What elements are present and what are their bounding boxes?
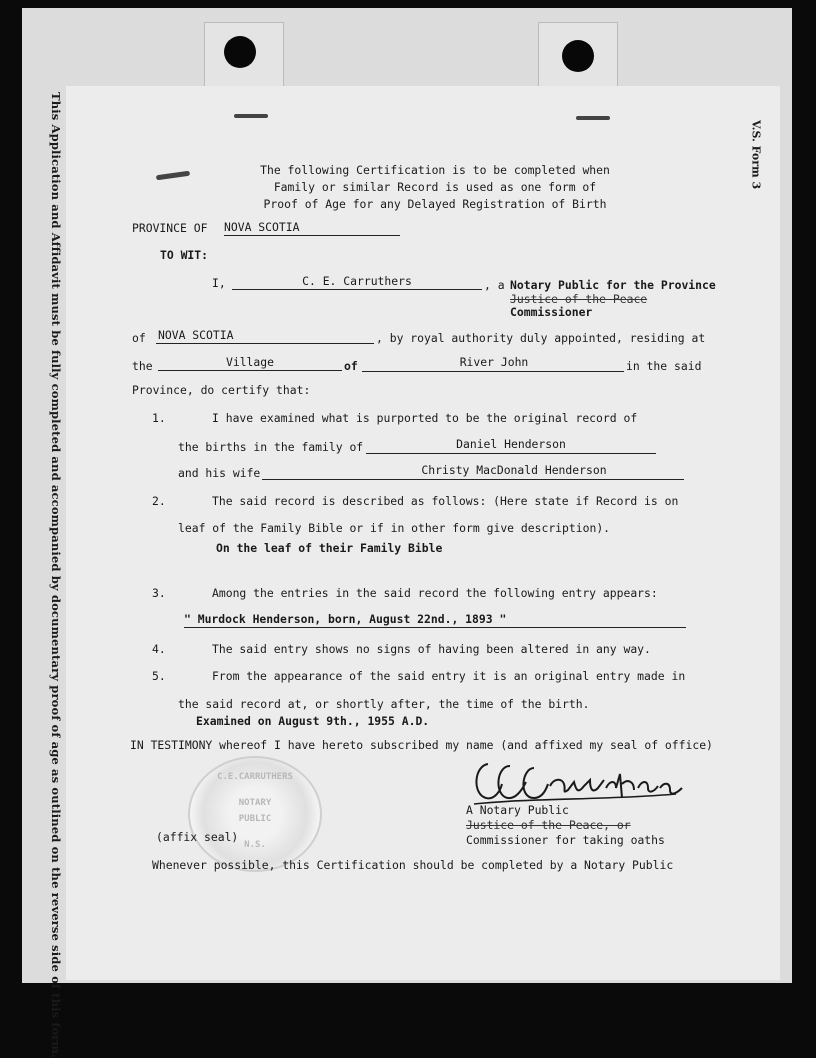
embossed-seal: C.E.CARRUTHERS NOTARY PUBLIC N.S.	[188, 756, 322, 872]
header-line-1: The following Certification is to be completed when	[260, 163, 610, 177]
declarant-title-line-3: Commissioner	[510, 305, 593, 319]
item-1-number: 1.	[152, 411, 166, 425]
signer-title-3: Commissioner for taking oaths	[466, 833, 665, 847]
locality-type: Village	[225, 355, 274, 369]
locality-type-underline	[158, 370, 342, 371]
testimony-text: IN TESTIMONY whereof I have hereto subscribed my name (and affixed my seal of office)	[130, 738, 713, 752]
province-value: NOVA SCOTIA	[224, 220, 300, 234]
mother-underline	[262, 479, 684, 480]
place-tail: in the said	[626, 359, 702, 373]
certify-text: Province, do certify that:	[132, 383, 311, 397]
declarant-prefix: I,	[212, 276, 226, 290]
header-line-2: Family or similar Record is used as one form of	[273, 180, 597, 194]
item-5-text-2: the said record at, or shortly after, the time of the birth.	[178, 697, 590, 711]
province-underline	[224, 235, 400, 236]
signature	[470, 754, 690, 810]
birth-entry-underline	[184, 627, 686, 628]
father-name: Daniel Henderson	[456, 437, 566, 451]
svg-text:C.E.Carruthers: C.E.Carruthers	[470, 754, 479, 755]
item-5-number: 5.	[152, 669, 166, 683]
item-1-text: I have examined what is purported to be the original record of	[212, 411, 638, 425]
birth-entry: " Murdock Henderson, born, August 22nd., 1893 "	[184, 612, 507, 626]
declarant-name: C. E. Carruthers	[302, 274, 412, 288]
item-3-text: Among the entries in the said record the following entry appears:	[212, 586, 658, 600]
wife-label: and his wife	[178, 466, 261, 480]
item-2-text: The said record is described as follows: (Here state if Record is on	[212, 494, 679, 508]
item-1-family-label: the births in the family of	[178, 440, 364, 454]
examined-date: Examined on August 9th., 1955 A.D.	[196, 714, 430, 728]
item-4-number: 4.	[152, 642, 166, 656]
province-label: PROVINCE OF	[132, 221, 208, 235]
ink-mark	[234, 114, 268, 118]
record-description: On the leaf of their Family Bible	[216, 541, 443, 555]
item-3-number: 3.	[152, 586, 166, 600]
signer-title-1: A Notary Public	[466, 803, 569, 817]
declarant-title-line-2: Justice of the Peace	[510, 292, 648, 306]
item-4-text: The said entry shows no signs of having been altered in any way.	[212, 642, 651, 656]
form-id: V.S. Form 3	[749, 120, 763, 190]
item-2-text-2: leaf of the Family Bible or if in other form give description).	[178, 521, 611, 535]
of-underline	[156, 343, 374, 344]
declarant-title-prefix: , a	[484, 278, 505, 292]
place-underline	[362, 371, 624, 372]
item-2-number: 2.	[152, 494, 166, 508]
declarant-title-line-1: Notary Public for the Province	[510, 278, 716, 292]
side-instruction: This Application and Affidavit must be fully completed and accompanied by documentary proof of age as outlined on the reverse side of this form.	[49, 92, 63, 1058]
appointed-text: , by royal authority duly appointed, residing at	[376, 331, 706, 345]
the-label: the	[132, 359, 153, 373]
to-wit-label: TO WIT:	[160, 248, 209, 262]
mother-name: Christy MacDonald Henderson	[421, 463, 607, 477]
header-line-3: Proof of Age for any Delayed Registration of Birth	[263, 197, 607, 211]
father-underline	[366, 453, 656, 454]
punch-hole-right	[562, 40, 594, 72]
signer-title-2: Justice of the Peace, or	[466, 818, 631, 832]
of2-label: of	[344, 359, 358, 373]
of-value: NOVA SCOTIA	[158, 328, 234, 342]
declarant-underline	[232, 289, 482, 290]
of-label: of	[132, 331, 146, 345]
ink-mark	[576, 116, 610, 120]
footer-note: Whenever possible, this Certification should be completed by a Notary Public	[152, 858, 674, 872]
affix-seal-label: (affix seal)	[156, 830, 239, 844]
item-5-text: From the appearance of the said entry it is an original entry made in	[212, 669, 686, 683]
punch-hole-left	[224, 36, 256, 68]
place-value: River John	[459, 355, 529, 369]
